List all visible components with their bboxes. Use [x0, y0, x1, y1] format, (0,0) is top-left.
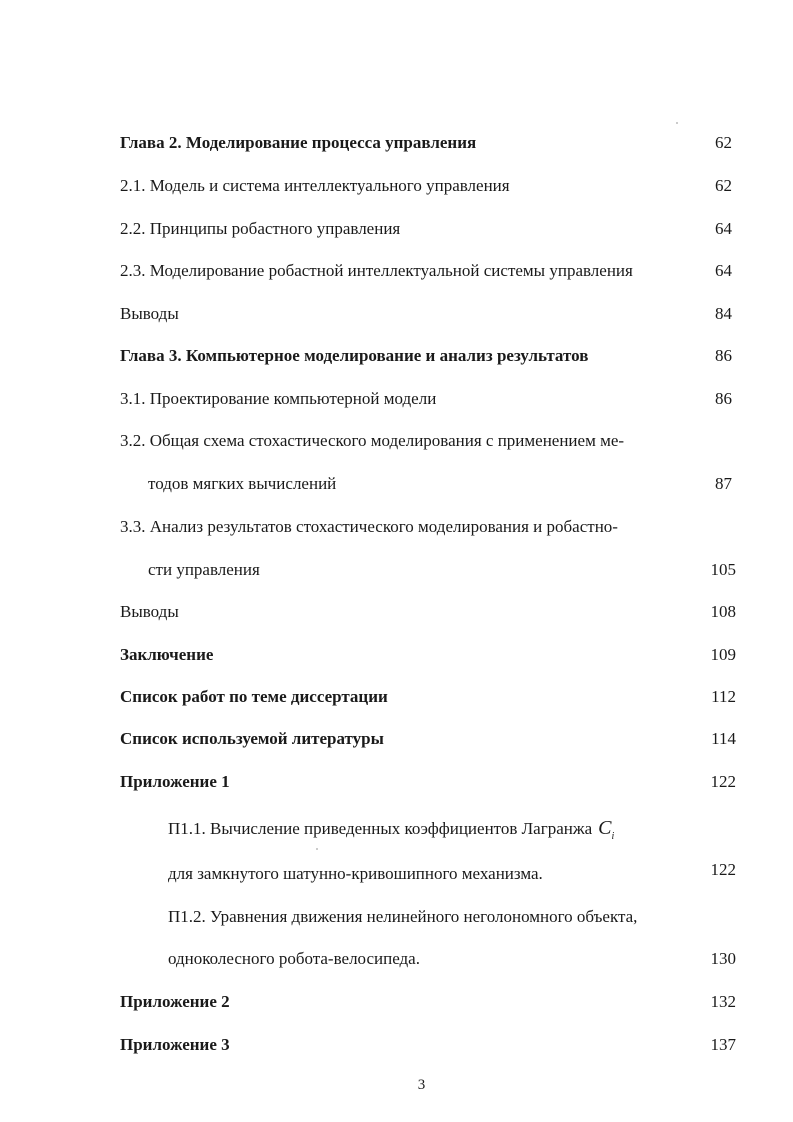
toc-chapter-3-page: 86 — [715, 346, 732, 365]
scan-speck — [316, 848, 318, 850]
toc-appendix-1-1-page: 122 — [710, 860, 736, 879]
toc-conclusion-page: 109 — [710, 645, 736, 664]
toc-literature-title: Список используемой литературы — [120, 729, 384, 748]
toc-conclusions-2-title: Выводы — [120, 304, 179, 323]
toc-section-3-1-page: 86 — [715, 389, 732, 408]
toc-appendix-1-2-page: 130 — [710, 949, 736, 968]
toc-literature-page: 114 — [711, 729, 736, 748]
toc-conclusions-3-page: 108 — [710, 602, 736, 621]
toc-works-list-page: 112 — [711, 687, 736, 706]
toc-section-2-2-title: 2.2. Принципы робастного управления — [120, 219, 401, 238]
toc-section-2-3-page: 64 — [715, 261, 732, 280]
toc-appendix-1-title: Приложение 1 — [120, 772, 230, 791]
toc-section-3-2-page: 87 — [715, 474, 732, 493]
toc-appendix-1-1-title-line1 — [168, 818, 614, 847]
toc-appendix-3-title: Приложение 3 — [120, 1035, 230, 1054]
toc-section-3-3-title-line2: сти управления — [148, 560, 260, 579]
toc-section-3-2-title-line2: тодов мягких вычислений — [148, 474, 337, 493]
toc-section-2-3-title: 2.3. Моделирование робастной интеллектуальной системы управления — [120, 261, 633, 280]
toc-appendix-2-page: 132 — [710, 992, 736, 1011]
toc-chapter-2-page: 62 — [715, 133, 732, 152]
toc-conclusion-title: Заключение — [120, 645, 214, 664]
toc-section-3-1-title: 3.1. Проектирование компьютерной модели — [120, 389, 437, 408]
symbol-subscript-i: i — [611, 831, 615, 842]
toc-appendix-1-2-title-line2: одноколесного робота-велосипеда. — [168, 949, 420, 968]
toc-chapter-2-title: Глава 2. Моделирование процесса управления — [120, 133, 477, 152]
toc-section-3-2-title-line1: 3.2. Общая схема стохастического моделирования с применением ме- — [120, 431, 625, 450]
toc-appendix-1-1-title-line2: для замкнутого шатунно-кривошипного механизма. — [168, 864, 543, 883]
toc-appendix-3-page: 137 — [710, 1035, 736, 1054]
toc-conclusions-2-page: 84 — [715, 304, 732, 323]
lagrange-coefficient-symbol — [598, 817, 615, 842]
toc-chapter-3-title: Глава 3. Компьютерное моделирование и анализ результатов — [120, 346, 589, 365]
toc-appendix-1-2-title-line1: П1.2. Уравнения движения нелинейного неголономного объекта, — [168, 907, 638, 926]
toc-section-3-3-title-line1: 3.3. Анализ результатов стохастического моделирования и робастно- — [120, 517, 618, 536]
toc-section-3-3-page: 105 — [710, 560, 736, 579]
toc-section-2-2-page: 64 — [715, 219, 732, 238]
symbol-c: C — [598, 817, 612, 839]
toc-appendix-1-1-text: П1.1. Вычисление приведенных коэффициентов Лагранжа — [168, 819, 593, 838]
toc-section-2-1-page: 62 — [715, 176, 732, 195]
toc-section-2-1-title: 2.1. Модель и система интеллектуального управления — [120, 176, 510, 195]
toc-appendix-1-page: 122 — [710, 772, 736, 791]
toc-works-list-title: Список работ по теме диссертации — [120, 687, 388, 706]
page-number: 3 — [417, 1077, 426, 1093]
toc-appendix-2-title: Приложение 2 — [120, 992, 230, 1011]
scan-speck — [676, 122, 678, 124]
toc-conclusions-3-title: Выводы — [120, 602, 179, 621]
